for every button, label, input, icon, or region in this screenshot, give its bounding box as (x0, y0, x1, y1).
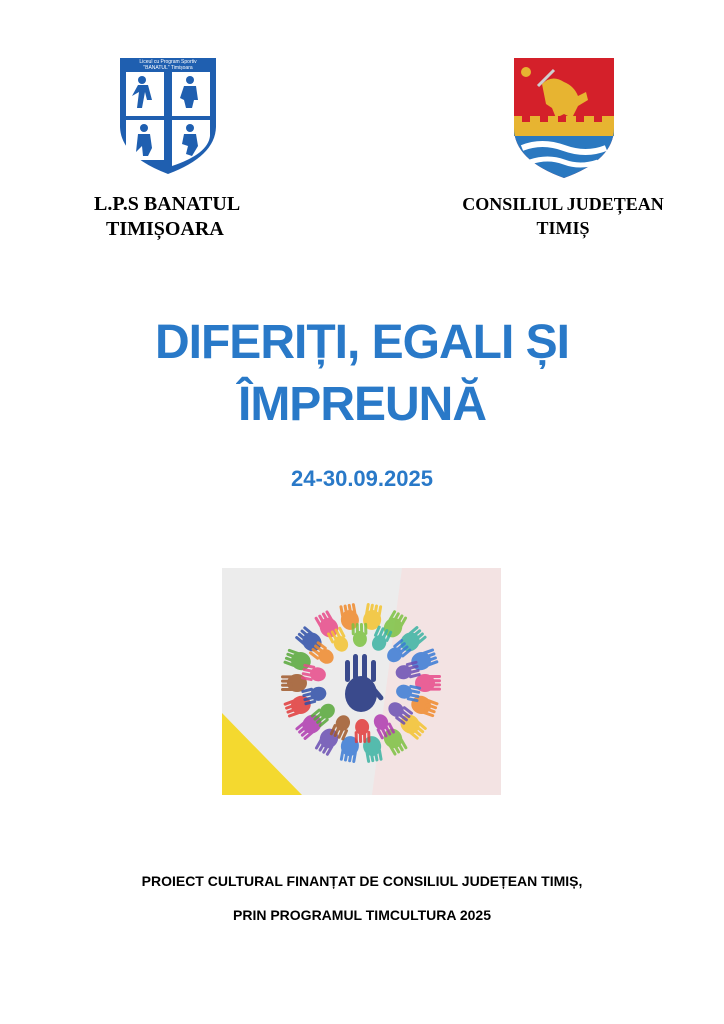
right-org-line2: TIMIȘ (536, 218, 590, 238)
handprints-circle-image (222, 568, 501, 795)
event-date: 24-30.09.2025 (291, 466, 433, 491)
left-organization-name (94, 192, 274, 242)
lps-shield-icon (118, 56, 218, 176)
timis-county-crest (512, 56, 616, 180)
title-line2: ÎMPREUNĂ (237, 378, 486, 431)
lps-banatul-logo (118, 56, 218, 176)
right-org-line1: CONSILIUL JUDEȚEAN (462, 194, 664, 214)
title-line1: DIFERIȚI, EGALI ȘI (154, 316, 570, 369)
left-org-line2: TIMIȘOARA (106, 218, 224, 240)
footer-line2: PRIN PROGRAMUL TIMCULTURA 2025 (233, 907, 491, 923)
logo-text-top: Liceul cu Program Sportiv (139, 59, 197, 65)
handprints-icon (222, 568, 501, 795)
logo-text-bottom: "BANATUL" Timișoara (143, 65, 193, 71)
crest-icon (512, 56, 616, 180)
right-organization-name (448, 192, 678, 240)
footer-line1: PROIECT CULTURAL FINANȚAT DE CONSILIUL JUDEȚEAN TIMIȘ, (141, 873, 583, 889)
page-title (60, 312, 664, 436)
funding-statement (0, 864, 724, 932)
left-org-line1: L.P.S BANATUL (94, 193, 241, 215)
